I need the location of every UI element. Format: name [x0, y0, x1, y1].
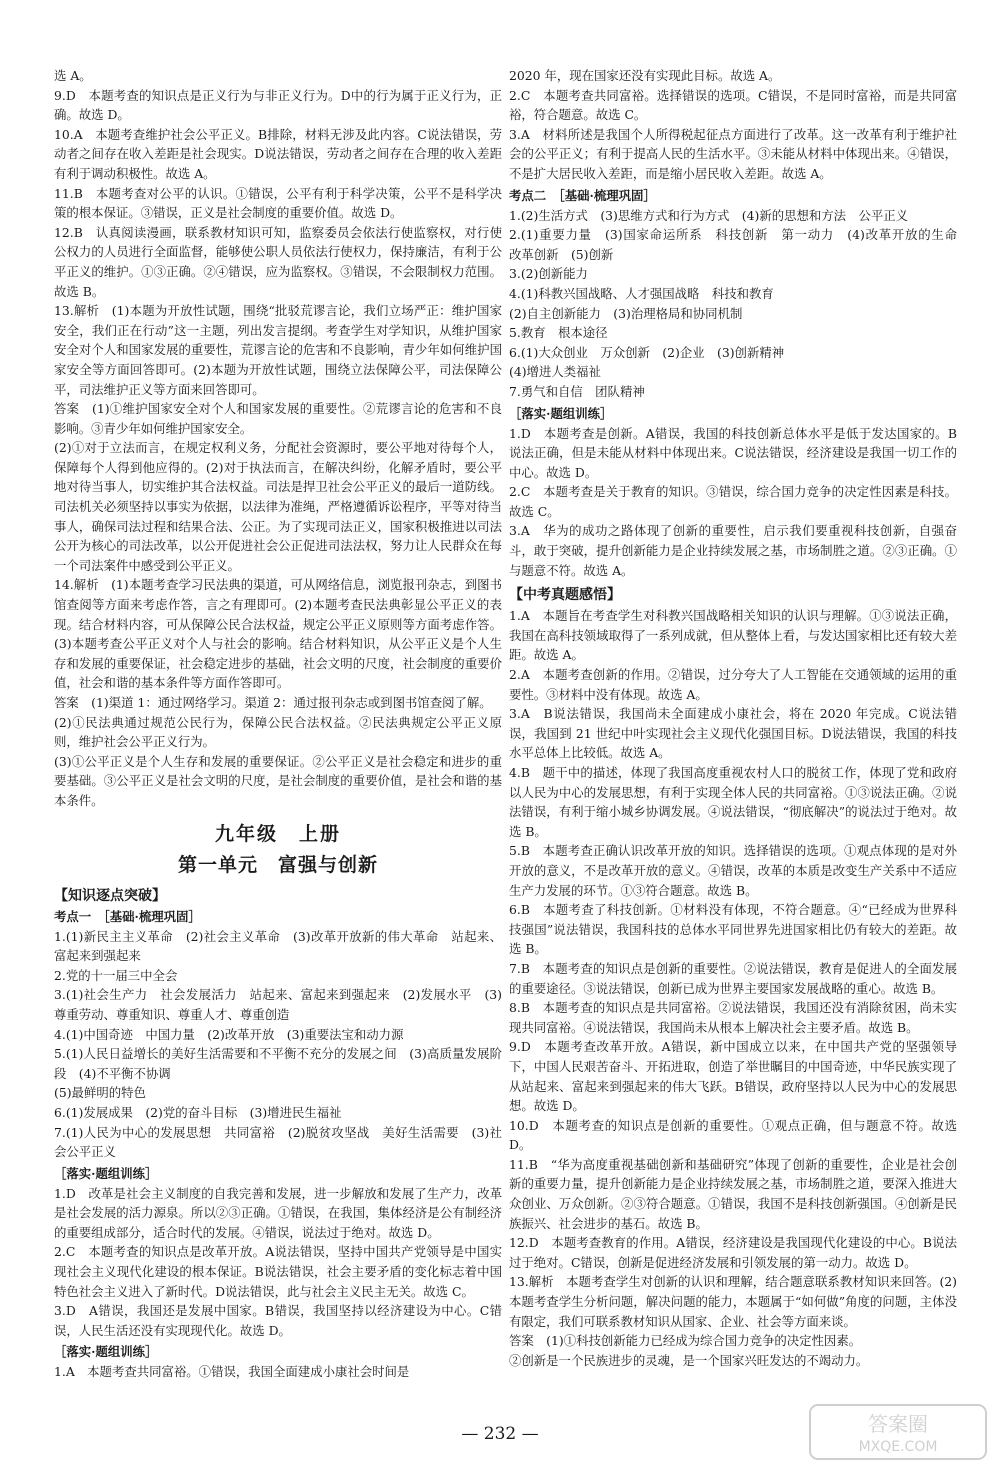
paragraph: 13.解析 本题考查学生对创新的认识和理解，结合题意联系教材知识来回答。(2)本题考查学生分析问题，解决问题的能力，本题属于“如何做”角度的问题，主体没有限定，我们可联系教材知识从国家、企业、社会等方面来谈。 — [509, 1274, 957, 1329]
paragraph: 11.B “华为高度重视基础创新和基础研究”体现了创新的重要性，企业是社会创新的重要力量，提升创新能力是企业持续发展之基，市场制胜之道，要深入推进大众创业、万众创新。②③符合题意。①错误，我国不是科技创新强国。④创新是民族振兴、社会进步的基石。故选 B。 — [509, 1156, 957, 1231]
paragraph: (2)自主创新能力 (3)治理格局和协同机制 — [509, 305, 743, 321]
paragraph: 9.D 本题考查改革开放。A错误，新中国成立以来，在中国共产党的坚强领导下，中国人民艰苦奋斗、开拓进取，创造了举世瞩目的中国奇迹，中华民族实现了从站起来、富起来到强起来的伟大飞跃。B错误，政府坚持以人民为中心的发展思想。故选 D。 — [509, 1039, 957, 1114]
paragraph: 2.C 本题考查共同富裕。选择错误的选项。C错误，不是同时富裕，而是共同富裕，符合题意。故选 C。 — [509, 87, 957, 123]
paragraph: 3.D A错误，我国还是发展中国家。B错误，我国坚持以经济建设为中心。C错误，人民生活还没有实现现代化。故选 D。 — [54, 1303, 502, 1338]
subsection-label: ［落实·题组训练］ — [54, 1344, 158, 1360]
paragraph: 14.解析 (1)本题考查学习民法典的渠道，可从网络信息，浏览报刊杂志，到图书馆查阅等方面来考虑作答，言之有理即可。(2)本题考查民法典彰显公平正义的表现。结合材料内容，可从保障公民合法权益，规定公平正义原则等方面考虑作答。(3)本题考查公平正义对个人与社会的影响。结合材料知识，从公平正义是个人生存和发展的重要保证，社会稳定进步的基础，社会文明的尺度，社会制度的重要价值，社会和谐的基本条件等方面作答即可。 — [54, 577, 502, 691]
unit-heading: 第一单元 富强与创新 — [177, 853, 378, 876]
paragraph: (2)①民法典通过规范公民行为，保障公民合法权益。②民法典规定公平正义原则，维护社会公平正义行为。 — [54, 714, 502, 750]
paragraph: 6.(1)大众创业 万众创新 (2)企业 (3)创新精神 — [509, 344, 785, 360]
paragraph: 4.(1)中国奇迹 中国力量 (2)改革开放 (3)重要法宝和动力源 — [54, 1026, 404, 1042]
paragraph: 4.B 题干中的描述，体现了我国高度重视农村人口的脱贫工作，体现了党和政府以人民为中心的发展思想，有利于实现全体人民的共同富裕。①③说法正确。②说法错误，有利于缩小城乡协调发展。④说法错误，“彻底解决”的说法过于绝对。故选 B。 — [509, 765, 957, 839]
paragraph: 答案 (1)①科技创新能力已经成为综合国力竞争的决定性因素。 — [509, 1333, 862, 1349]
paragraph: 5.教育 根本途径 — [509, 325, 608, 341]
svg-text:MXQE.COM: MXQE.COM — [858, 1439, 938, 1455]
subsection-label: ［落实·题组训练］ — [54, 1165, 158, 1181]
paragraph: 选 A。 — [54, 68, 92, 83]
paragraph: 11.B 本题考查对公平的认识。①错误，公平有利于科学决策，公平不是科学决策的根本保证。③错误，正义是社会制度的重要价值。故选 D。 — [54, 185, 502, 221]
paragraph: 6.B 本题考查了科技创新。①材料没有体现，不符合题意。④“已经成为世界科技强国”说法错误，我国科技的总体水平同世界先进国家相比仍有较大的差距。故选 B。 — [509, 902, 957, 957]
paragraph: 12.D 本题考查教育的作用。A错误，经济建设是我国现代化建设的中心。B说法过于绝对。C错误，创新是促进经济发展和引领发展的第一动力。故选 D。 — [509, 1235, 957, 1270]
paragraph: 13.解析 (1)本题为开放性试题，围绕“批驳荒谬言论，我们立场严正：维护国家安全，我们正在行动”这一主题，列出发言提纲。考查学生对学知识，从维护国家安全对个人和国家发展的重要性，荒谬言论的危害和不良影响，青少年如何维护国家安全等方面回答即可。(2)本题为开放性试题，围绕立法保障公平，司法保障公平，司法维护正义等方面来回答即可。 — [54, 303, 502, 397]
paragraph: 1.A 本题考查共同富裕。①错误，我国全面建成小康社会时间是 — [54, 1364, 410, 1380]
paragraph: 3.A B说法错误，我国尚未全面建成小康社会，将在 2020 年完成。C说法错误，我国到 21 世纪中叶实现社会主义现代化强国目标。D说法错误，我国的科技水平总体上比较低。故选 A。 — [509, 706, 957, 761]
paragraph: (3)①公平正义是个人生存和发展的重要保证。②公平正义是社会稳定和进步的重要基础。③公平正义是社会文明的尺度，是社会制度的重要价值，是社会和谐的基本条件。 — [54, 753, 502, 808]
paragraph: 2.C 本题考查的知识点是改革开放。A说法错误，坚持中国共产党领导是中国实现社会主义现代化建设的根本保证。B说法错误，社会主要矛盾的变化标志着中国特色社会主义进入了新时代。D说法错误，此与社会主义民主无关。故选 C。 — [54, 1244, 502, 1299]
paragraph: 9.D 本题考查的知识点是正义行为与非正义行为。D中的行为属于正义行为，正确。故选 D。 — [54, 87, 502, 123]
paragraph: 2.C 本题考查是关于教育的知识。③错误，综合国力竞争的决定性因素是科技。故选 C。 — [509, 484, 957, 519]
right-column — [509, 66, 970, 1370]
section-heading: 【知识逐点突破】 — [54, 887, 166, 904]
paragraph: 1.(2)生活方式 (3)思维方式和行为方式 (4)新的思想和方法 公平正义 — [509, 207, 909, 223]
paragraph: 1.A 本题旨在考查学生对科教兴国战略相关知识的认识与理解。①③说法正确，我国在高科技领域取得了一系列成就，但从整体上看，与发达国家相比还有较大差距。故选 A。 — [509, 608, 957, 663]
grade-heading: 九年级 上册 — [214, 822, 341, 845]
paragraph: 6.(1)发展成果 (2)党的奋斗目标 (3)增进民生福祉 — [54, 1104, 342, 1120]
paragraph: 答案 (1)①维护国家安全对个人和国家发展的重要性。②荒谬言论的危害和不良影响。③青少年如何维护国家安全。 — [54, 401, 502, 436]
left-column — [54, 66, 502, 1382]
paragraph: 2.A 本题考查创新的作用。②错误，过分夸大了人工智能在交通领域的运用的重要性。③材料中没有体现。故选 A。 — [509, 667, 957, 702]
paragraph: 10.A 本题考查维护社会公平正义。B排除，材料无涉及此内容。C说法错误，劳动者之间存在收入差距是社会现实。D说法错误，劳动者之间存在合理的收入差距有利于调动积极性。故选 A。 — [54, 126, 502, 181]
paragraph: 7.(1)人民为中心的发展思想 共同富裕 (2)脱贫攻坚战 美好生活需要 (3)社会公平正义 — [54, 1124, 502, 1160]
subsection-label: ［落实·题组训练］ — [509, 405, 613, 421]
paragraph: 3.A 材料所述是我国个人所得税起征点方面进行了改革。这一改革有利于维护社会的公平正义；有利于提高人民的生活水平。③未能从材料中体现出来。④错误，不是扩大居民收入差距，而是缩小居民收入差距。故选 A。 — [509, 126, 957, 181]
section-heading: 【中考真题感悟】 — [509, 587, 621, 604]
subsection-label: 考点二 ［基础·梳理巩固］ — [509, 187, 656, 203]
paragraph: (2)①对于立法而言，在规定权利义务，分配社会资源时，要公平地对待每个人，保障每个人得到他应得的。(2)对于执法而言，在解决纠纷，化解矛盾时，要公平地对待当事人，切实维护其合法权益。司法是捍卫社会公平正义的最后一道防线。司法机关必须坚持以事实为依据，以法律为准绳，严格遵循诉讼程序，平等对待当事人，确保司法过程和结果合法、公正。为了实现司法正义，国家积极推进以司法公开为核心的司法改革，以公开促进社会公正促进司法法权，努力让人民群众在每一个司法案件中感受到公平正义。 — [54, 440, 502, 573]
paragraph: 1.D 改革是社会主义制度的自我完善和发展，进一步解放和发展了生产力，改革是社会发展的活力源泉。所以②③正确。①错误，在我国，集体经济是公有制经济的重要组成部分，适合时代的发展。④错误，说法过于绝对。故选 D。 — [54, 1185, 502, 1240]
paragraph: 5.B 本题考查正确认识改革开放的知识。选择错误的选项。①观点体现的是对外开放的意义，不是改革开放的意义。④错误，改革的本质是改变生产关系中不适应生产力发展的环节。①③符合题意。故选 B。 — [509, 843, 957, 898]
paragraph: ②创新是一个民族进步的灵魂，是一个国家兴旺发达的不竭动力。 — [509, 1352, 869, 1368]
svg-text:答案圈: 答案圈 — [868, 1412, 928, 1436]
paragraph: 1.D 本题考查是创新。A错误，我国的科技创新总体水平是低于发达国家的。B说法正确，但是未能从材料中体现出来。C说法错误，经济建设是我国一切工作的中心。故选 D。 — [509, 425, 957, 480]
paragraph: 10.D 本题考查的知识点是创新的重要性。①观点正确，但与题意不符。故选 D。 — [509, 1117, 957, 1153]
paragraph: 12.B 认真阅读漫画，联系教材知识可知，监察委员会依法行使监察权，对行使公权力的人员进行全面监督，能够使公职人员依法行使权力，保持廉洁，有利于公平正义的维护。①③正确。②④错误，应为监察权。③错误，不会限制权力范围。故选 B。 — [54, 224, 502, 299]
paragraph: 8.B 本题考查的知识点是共同富裕。②说法错误，我国还没有消除贫困，尚未实现共同富裕。④说法错误，我国尚未从根本上解决社会主要矛盾。故选 B。 — [509, 1000, 957, 1035]
paragraph: 2.党的十一届三中全会 — [54, 967, 178, 983]
paragraph: 7.B 本题考查的知识点是创新的重要性。②说法错误，教育是促进人的全面发展的重要途径。③说法错误，创新已成为世界主要国家发展战略的重心。故选 B。 — [509, 960, 957, 996]
paragraph: 2.(1)重要力量 (3)国家命运所系 科技创新 第一动力 (4)改革开放的生命 改革创新 (5)创新 — [509, 227, 970, 262]
paragraph: 2020 年，现在国家还没有实现此目标。故选 A。 — [509, 68, 781, 83]
paragraph: 7.勇气和自信 团队精神 — [509, 383, 645, 399]
paragraph: 3.(1)社会生产力 社会发展活力 站起来、富起来到强起来 (2)发展水平 (3)尊重劳动、尊重知识、尊重人才、尊重创造 — [54, 987, 502, 1022]
paragraph: 4.(1)科教兴国战略、人才强国战略 科技和教育 — [509, 285, 774, 301]
paragraph: 1.(1)新民主主义革命 (2)社会主义革命 (3)改革开放新的伟大革命 站起来、富起来到强起来 — [54, 928, 502, 964]
page-number: — 232 — — [461, 1424, 539, 1444]
subsection-label: 考点一 ［基础·梳理巩固］ — [54, 908, 201, 924]
paragraph: 5.(1)人民日益增长的美好生活需要和不平衡不充分的发展之间 (3)高质量发展阶段 (4)不平衡不协调 — [54, 1046, 502, 1081]
paragraph: (4)增进人类福祉 — [509, 364, 601, 380]
paragraph: (5)最鲜明的特色 — [54, 1085, 146, 1101]
watermark-logo — [808, 1403, 988, 1461]
paragraph: 3.A 华为的成功之路体现了创新的重要性，启示我们要重视科技创新，自强奋斗，敢于突破，提升创新能力是企业持续发展之基，市场制胜之道。②③正确。①与题意不符。故选 A。 — [509, 523, 957, 578]
paragraph: 答案 (1)渠道 1：通过网络学习。渠道 2：通过报刊杂志或到图书馆查阅了解。 — [54, 695, 492, 710]
paragraph: 3.(2)创新能力 — [509, 266, 588, 282]
